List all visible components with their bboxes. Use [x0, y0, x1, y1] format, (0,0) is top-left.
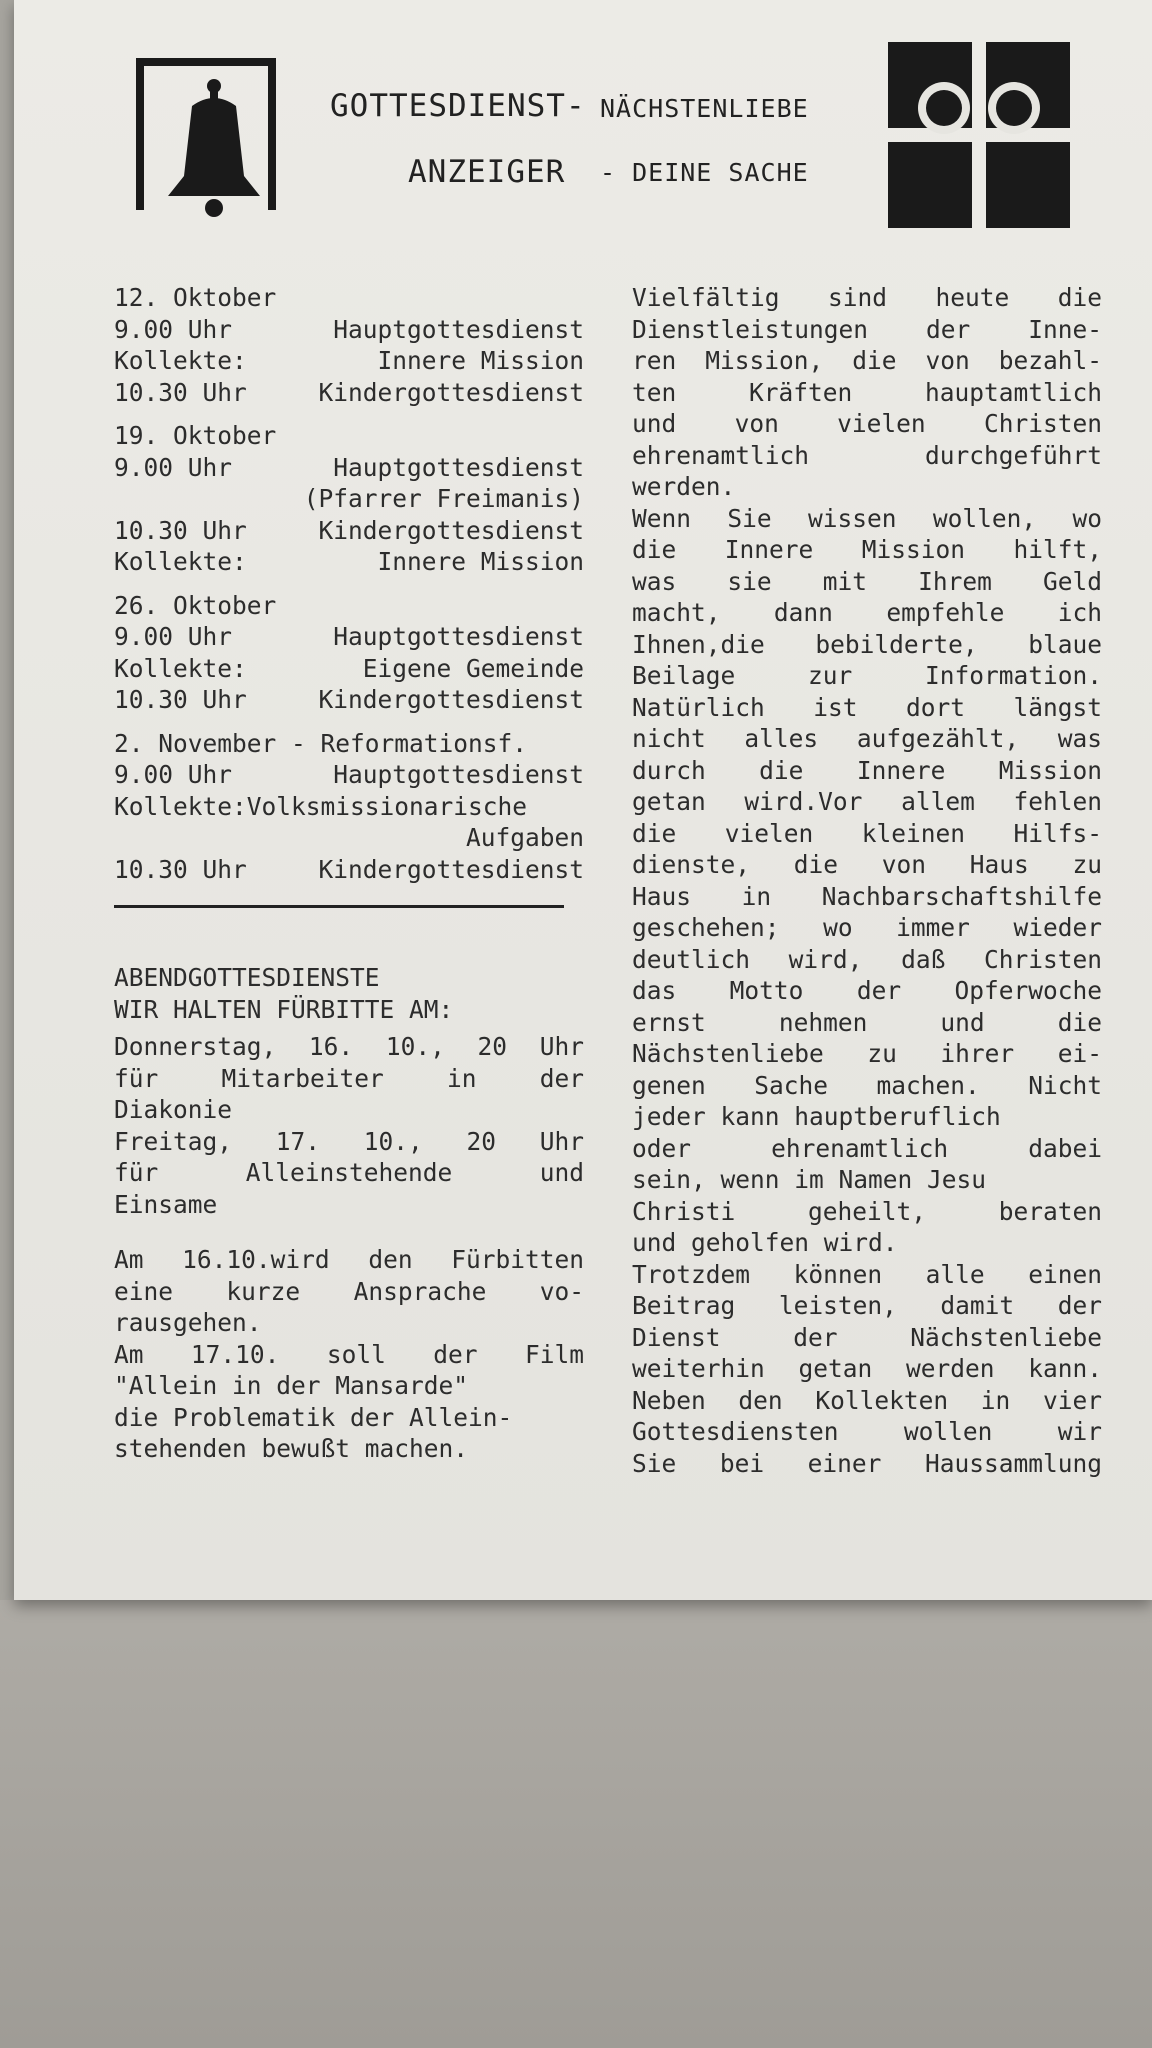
article-line: Beilage zur Information. [632, 661, 1102, 690]
schedule-entry [114, 420, 584, 578]
schedule-line: 9.00 Uhr Hauptgottesdienst [114, 452, 584, 482]
schedule-line: 9.00 Uhr Hauptgottesdienst [114, 760, 584, 789]
evening-note: Am 17.10. soll der Film [114, 1339, 584, 1369]
schedule-date: 12. Oktober [114, 283, 277, 312]
article-line: jeder kann hauptberuflich [632, 1102, 1001, 1131]
schedule-line: Kollekte:Volksmissionarische [114, 791, 528, 821]
article-line: genen Sache machen. Nicht [632, 1070, 1102, 1100]
schedule-entry [114, 590, 584, 716]
article-line: Dienst der Nächstenliebe [632, 1322, 1102, 1352]
article-line: sein, wenn im Namen Jesu [632, 1165, 987, 1194]
article-line: ehrenamtlich durchgeführt [632, 440, 1102, 470]
evening-note: Am 16.10.wird den Fürbitten [114, 1245, 584, 1274]
section-divider [114, 905, 564, 908]
header-slogan-line1: NÄCHSTENLIEBE [600, 94, 809, 123]
bell-icon [136, 58, 276, 210]
schedule-date: 19. Oktober [114, 421, 277, 450]
article-line: durch die Innere Mission [632, 755, 1102, 785]
article-line: was sie mit Ihrem Geld [632, 566, 1102, 596]
article-line: und geholfen wird. [632, 1228, 898, 1257]
article-line: Beitrag leisten, damit der [632, 1291, 1102, 1320]
article-line: weiterhin getan werden kann. [632, 1354, 1102, 1383]
schedule-line: 10.30 Uhr Kindergottesdienst [114, 854, 584, 884]
article-line: die vielen kleinen Hilfs- [632, 818, 1102, 848]
article-line: Nächstenliebe zu ihrer ei- [632, 1039, 1102, 1068]
article-line: Vielfältig sind heute die [632, 283, 1102, 312]
article-line: Dienstleistungen der Inne- [632, 314, 1102, 344]
evening-note: die Problematik der Allein- [114, 1402, 513, 1432]
article-line: geschehen; wo immer wieder [632, 913, 1102, 942]
evening-services [114, 962, 584, 1465]
article-line: ernst nehmen und die [632, 1007, 1102, 1037]
schedule-date: 2. November - Reformationsf. [114, 728, 528, 758]
newsletter-clipping [14, 0, 1152, 1600]
schedule-line: Kollekte: Eigene Gemeinde [114, 653, 584, 683]
article-line: Natürlich ist dort längst [632, 692, 1102, 722]
schedule-entry [114, 728, 584, 886]
evening-note: stehenden bewußt machen. [114, 1434, 469, 1463]
schedule-line: Kollekte: Innere Mission [114, 346, 584, 375]
article-line: deutlich wird, daß Christen [632, 944, 1102, 974]
schedule-line: Aufgaben [465, 823, 584, 852]
article-line: Haus in Nachbarschaftshilfe [632, 881, 1102, 911]
schedule-entry [114, 282, 584, 408]
schedule-column [114, 282, 584, 1465]
article-line: Gottesdiensten wollen wir [632, 1417, 1102, 1446]
article-line: Trotzdem können alle einen [632, 1259, 1102, 1289]
article-line: das Motto der Opferwoche [632, 976, 1102, 1005]
schedule-date: 26. Oktober [114, 590, 277, 620]
schedule-line: 9.00 Uhr Hauptgottesdienst [114, 314, 584, 344]
header-title-line1: GOTTESDIENST- [330, 88, 586, 124]
evening-line: Donnerstag, 16. 10., 20 Uhr [114, 1032, 584, 1061]
article-line: nicht alles aufgezählt, was [632, 724, 1102, 753]
evening-note: "Allein in der Mansarde" [114, 1371, 469, 1400]
diakonie-logo-icon [884, 40, 1074, 230]
schedule-line: 10.30 Uhr Kindergottesdienst [114, 515, 584, 545]
header-title-line2: ANZEIGER [408, 154, 566, 190]
evening-line: für Alleinstehende und [114, 1158, 584, 1187]
article-line: macht, dann empfehle ich [632, 598, 1102, 627]
article-line: Neben den Kollekten in vier [632, 1385, 1102, 1415]
evening-subheading: WIR HALTEN FÜRBITTE AM: [114, 994, 454, 1024]
article-line: ten Kräften hauptamtlich [632, 377, 1102, 407]
evening-line: Diakonie [114, 1095, 233, 1124]
article-line: und von vielen Christen [632, 409, 1102, 438]
evening-line: Einsame [114, 1189, 218, 1219]
article-line: Sie bei einer Haussammlung [632, 1448, 1102, 1478]
evening-heading: ABENDGOTTESDIENSTE [114, 963, 380, 992]
header-slogan-line2: - DEINE SACHE [600, 158, 809, 187]
evening-line: für Mitarbeiter in der [114, 1063, 584, 1093]
schedule-line: 9.00 Uhr Hauptgottesdienst [114, 622, 584, 651]
article-line: getan wird.Vor allem fehlen [632, 787, 1102, 816]
article-line: ren Mission, die von bezahl- [632, 346, 1102, 375]
article-line: die Innere Mission hilft, [632, 535, 1102, 564]
article-line: Christi geheilt, beraten [632, 1196, 1102, 1226]
evening-note: rausgehen. [114, 1308, 262, 1337]
article-line: werden. [632, 472, 736, 501]
schedule-line: (Pfarrer Freimanis) [303, 484, 584, 513]
evening-note: eine kurze Ansprache vo- [114, 1276, 584, 1306]
schedule-line: 10.30 Uhr Kindergottesdienst [114, 377, 584, 407]
article-column [632, 282, 1102, 1479]
article-line: Wenn Sie wissen wollen, wo [632, 503, 1102, 533]
wall-background-lower [0, 1600, 1152, 2048]
schedule-line: Kollekte: Innere Mission [114, 547, 584, 576]
article-line: Ihnen,die bebilderte, blaue [632, 629, 1102, 659]
article-line: dienste, die von Haus zu [632, 850, 1102, 879]
schedule-line: 10.30 Uhr Kindergottesdienst [114, 685, 584, 714]
evening-line: Freitag, 17. 10., 20 Uhr [114, 1126, 584, 1156]
article-line: oder ehrenamtlich dabei [632, 1133, 1102, 1163]
